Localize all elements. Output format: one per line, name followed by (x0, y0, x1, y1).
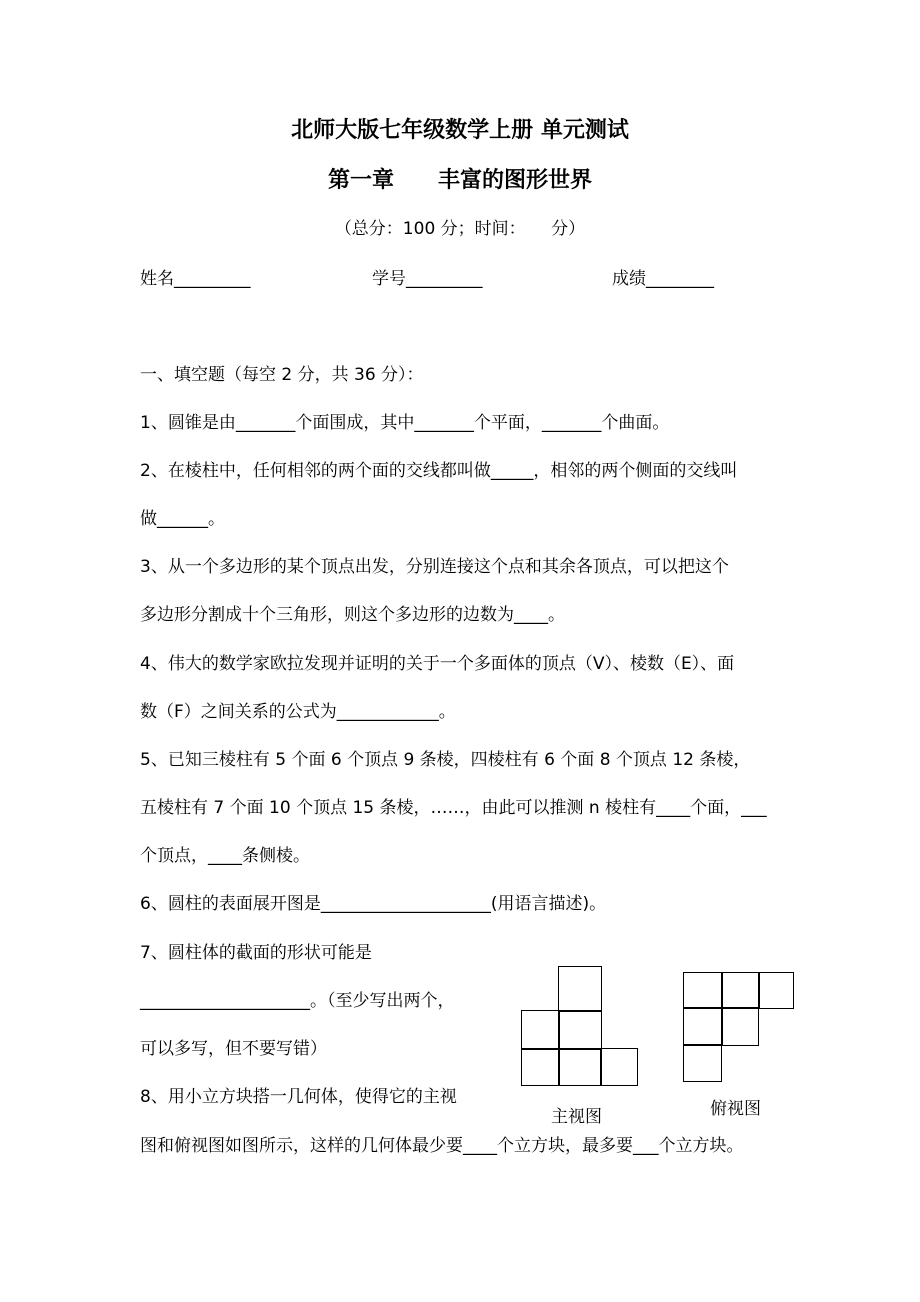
id-field: 学号_________ (372, 269, 483, 289)
question-line: 3、从一个多边形的某个顶点出发，分别连接这个点和其余各顶点，可以把这个 (140, 557, 729, 577)
section-heading: 一、填空题（每空 2 分，共 36 分）： (140, 365, 424, 385)
question-line: 多边形分割成十个三角形，则这个多边形的边数为____。 (140, 605, 565, 625)
top-view-caption: 俯视图 (710, 1099, 761, 1119)
question-line: 1、圆锥是由_______个面围成，其中_______个平面，_______个曲面。 (140, 413, 670, 433)
score-info: （总分：100 分；时间： 分） (334, 219, 586, 239)
question-line: 数（F）之间关系的公式为____________。 (140, 702, 456, 722)
question-line: 做______。 (140, 509, 225, 529)
question-line: 图和俯视图如图所示，这样的几何体最少要____个立方块，最多要___个立方块。 (140, 1136, 744, 1156)
question-line: 8、用小立方块搭一几何体，使得它的主视 (140, 1087, 457, 1107)
question-line: 4、伟大的数学家欧拉发现并证明的关于一个多面体的顶点（V）、棱数（E）、面 (140, 654, 735, 674)
question-line: 个顶点，____条侧棱。 (140, 846, 310, 866)
grade-field: 成绩________ (612, 269, 714, 289)
question-line: ____________________。（至少写出两个， (140, 991, 455, 1011)
question-line: 6、圆柱的表面展开图是____________________(用语言描述)。 (140, 894, 607, 914)
question-line: 2、在棱柱中，任何相邻的两个面的交线都叫做_____，相邻的两个侧面的交线叫 (140, 461, 738, 481)
chapter-title: 第一章 丰富的图形世界 (327, 168, 592, 193)
question-line: 可以多写，但不要写错） (140, 1039, 327, 1059)
front-view-caption: 主视图 (551, 1107, 602, 1127)
doc-title: 北师大版七年级数学上册 单元测试 (291, 118, 629, 143)
question-line: 5、已知三棱柱有 5 个面 6 个顶点 9 条棱，四棱柱有 6 个面 8 个顶点 12 条棱， (140, 750, 751, 770)
question-line: 7、圆柱体的截面的形状可能是 (140, 943, 372, 963)
name-field: 姓名_________ (140, 269, 251, 289)
question-line: 五棱柱有 7 个面 10 个顶点 15 条棱，……，由此可以推测 n 棱柱有____个面，___ (140, 798, 767, 818)
